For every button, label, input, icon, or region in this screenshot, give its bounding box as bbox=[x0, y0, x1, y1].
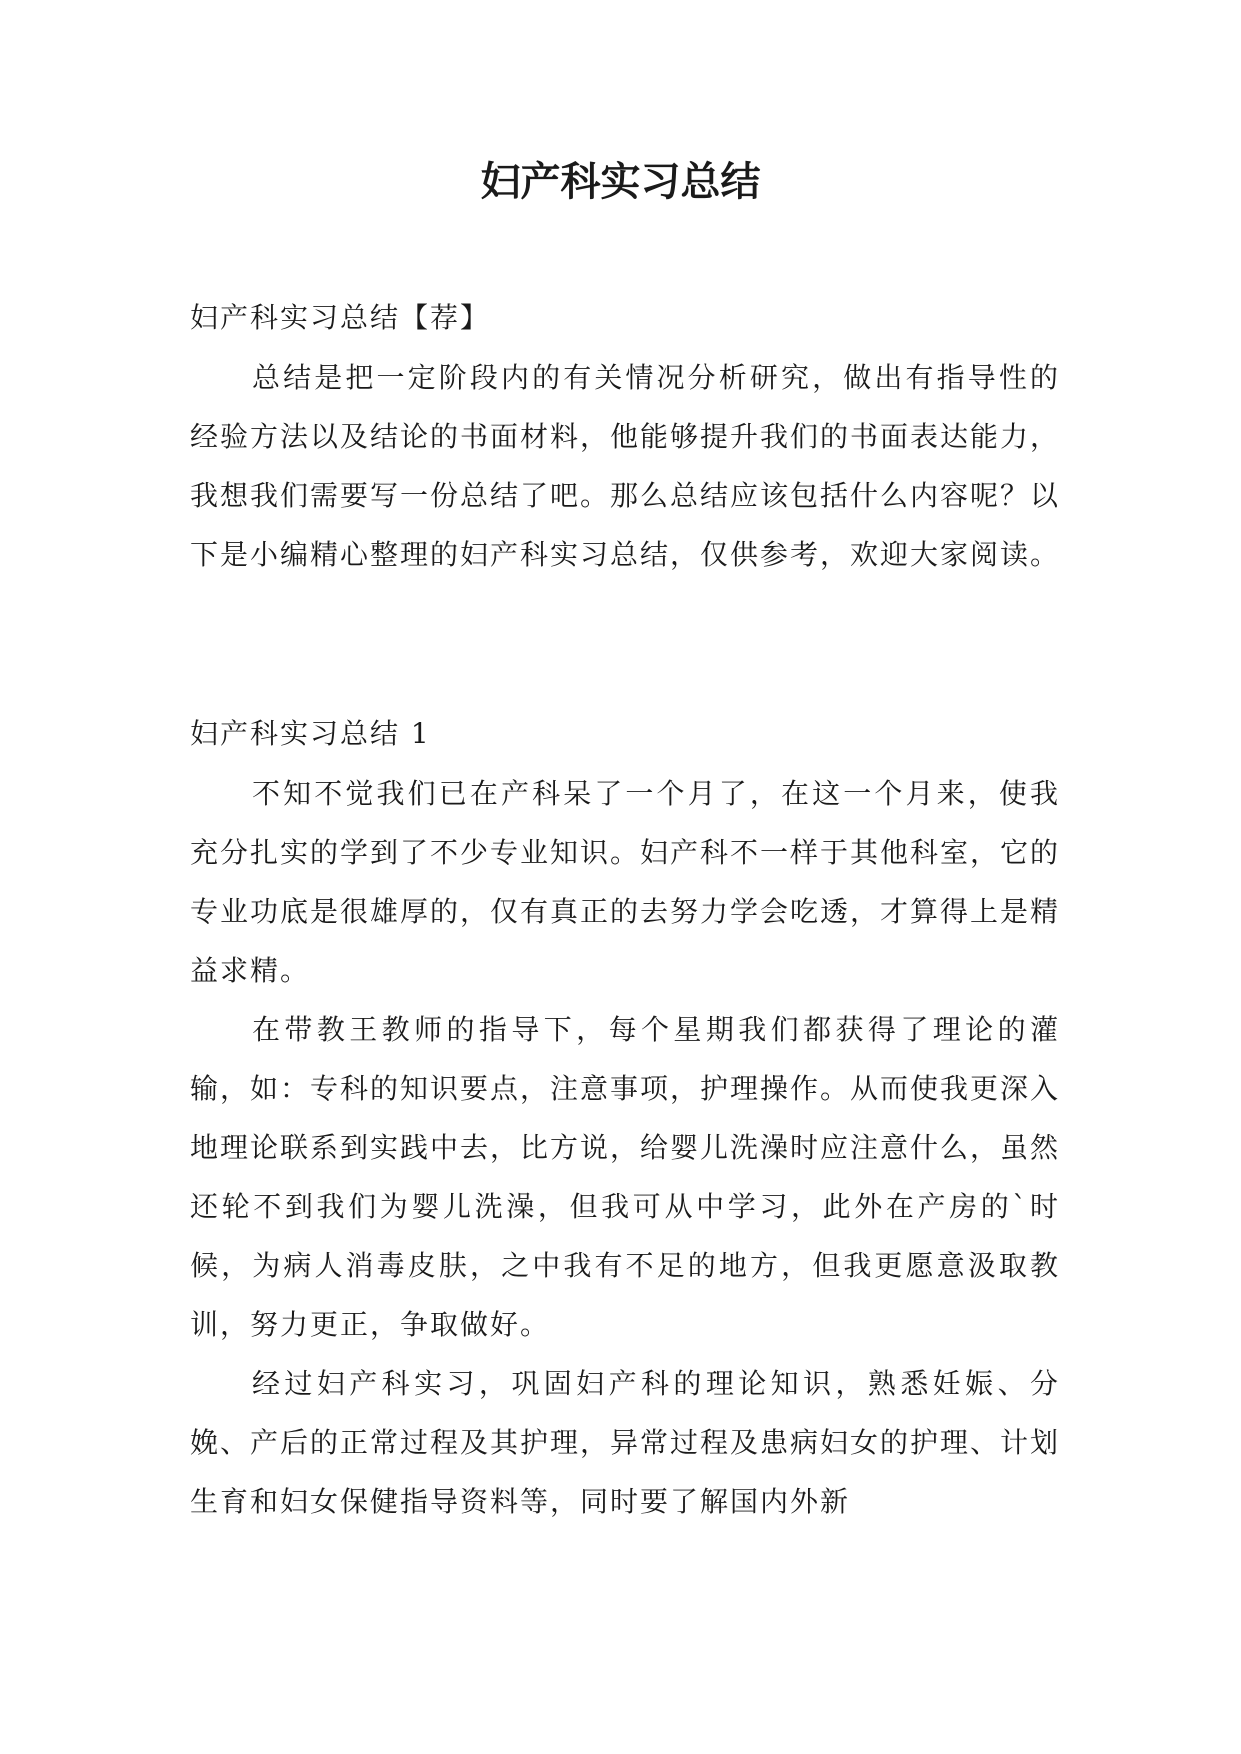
paragraph: 经过妇产科实习，巩固妇产科的理论知识，熟悉妊娠、分娩、产后的正常过程及其护理，异常过程及患病妇女的护理、计划生育和妇女保健指导资料等，同时要了解国内外新 bbox=[190, 1367, 1061, 1518]
section-spacer bbox=[190, 584, 1060, 704]
document-body bbox=[190, 288, 1060, 1531]
paragraph: 在带教王教师的指导下，每个星期我们都获得了理论的灌输，如：专科的知识要点，注意事项，护理操作。从而使我更深入地理论联系到实践中去，比方说，给婴儿洗澡时应注意什么，虽然还轮不到我们为婴儿洗澡，但我可从中学习，此外在产房的`时候，为病人消毒皮肤，之中我有不足的地方，但我更愿意汲取教训，努力更正，争取做好。 bbox=[190, 1013, 1061, 1341]
section-summary-1 bbox=[190, 704, 1060, 1531]
paragraph: 不知不觉我们已在产科呆了一个月了，在这一个月来，使我充分扎实的学到了不少专业知识。妇产科不一样于其他科室，它的专业功底是很雄厚的，仅有真正的去努力学会吃透，才算得上是精益求精。 bbox=[190, 777, 1061, 987]
section-intro bbox=[190, 288, 1060, 584]
section-heading: 妇产科实习总结 1 bbox=[190, 717, 431, 750]
section-heading: 妇产科实习总结【荐】 bbox=[190, 301, 491, 334]
paragraph: 总结是把一定阶段内的有关情况分析研究，做出有指导性的经验方法以及结论的书面材料，他能够提升我们的书面表达能力，我想我们需要写一份总结了吧。那么总结应该包括什么内容呢？以下是小编精心整理的妇产科实习总结，仅供参考，欢迎大家阅读。 bbox=[190, 361, 1061, 571]
document-title: 妇产科实习总结 bbox=[480, 158, 761, 205]
